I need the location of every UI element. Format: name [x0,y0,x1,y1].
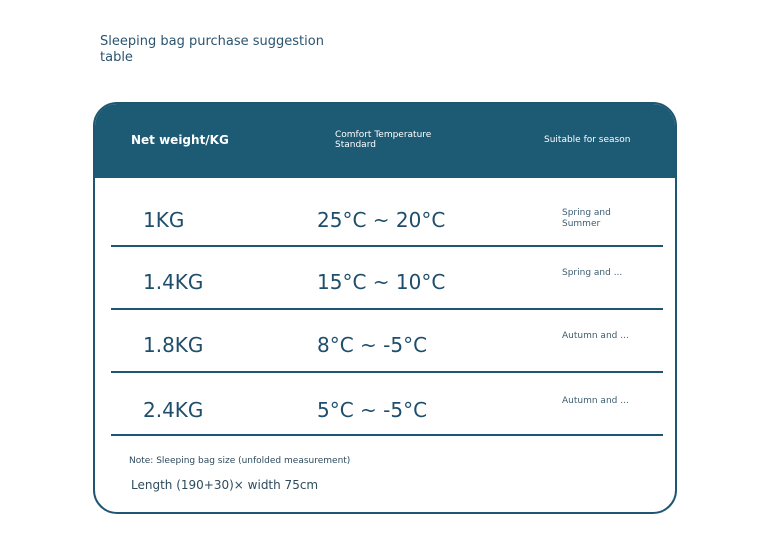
row-temperature: 25°C ~ 20°C [317,208,446,232]
row-weight: 2.4KG [143,398,204,422]
table-row [95,374,675,436]
row-season: Autumn and ... [562,331,629,341]
row-season: Spring and Summer [562,208,611,229]
header-suitable-season: Suitable for season [544,135,631,145]
row-season: Spring and ... [562,268,623,278]
page-title: Sleeping bag purchase suggestion table [100,34,324,65]
header-comfort-temperature: Comfort Temperature Standard [335,130,432,150]
header-net-weight: Net weight/KG [131,133,229,147]
row-divider [111,245,663,247]
table-row [95,248,675,310]
table-row [95,311,675,373]
row-season: Autumn and ... [562,396,629,406]
row-divider [111,308,663,310]
table-row [95,184,675,246]
row-temperature: 15°C ~ 10°C [317,270,446,294]
row-weight: 1.4KG [143,270,204,294]
row-divider [111,434,663,436]
row-divider [111,371,663,373]
suggestion-table-card [93,102,677,514]
size-note-label: Note: Sleeping bag size (unfolded measurement) [129,456,351,466]
row-temperature: 8°C ~ -5°C [317,333,428,357]
row-weight: 1.8KG [143,333,204,357]
row-weight: 1KG [143,208,185,232]
table-header [95,104,675,178]
size-note-value: Length (190+30)× width 75cm [131,478,319,492]
row-temperature: 5°C ~ -5°C [317,398,428,422]
